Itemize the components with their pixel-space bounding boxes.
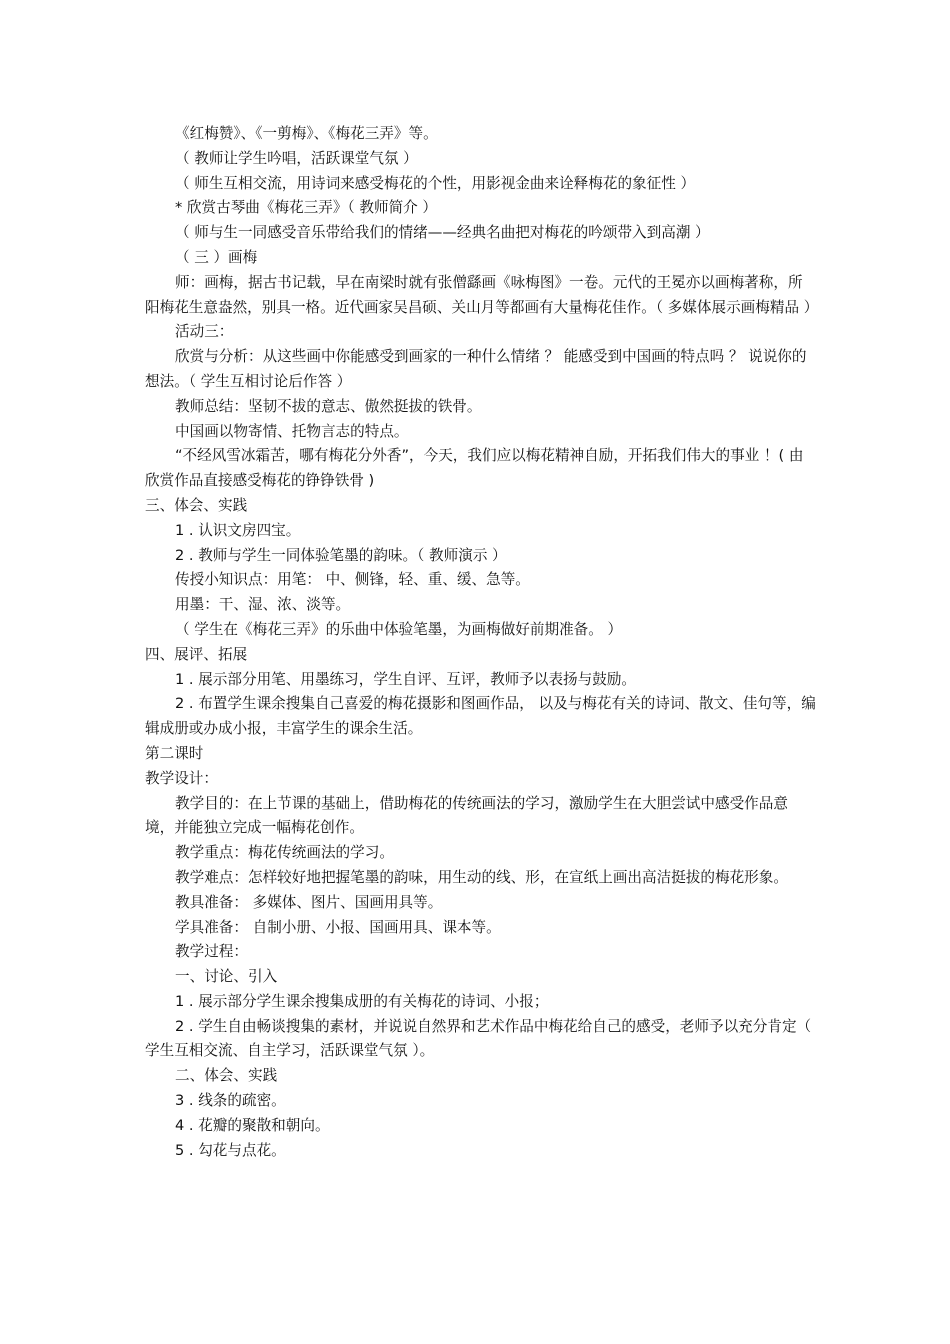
- heading-review: 四、展评、拓展: [145, 645, 248, 663]
- text-line-1: 《红梅赞》、《一剪梅》、《梅花三弄》等。: [175, 125, 438, 142]
- practice-note: （ 学生在《梅花三弄》的乐曲中体验笔墨，为画梅做好前期准备。 ）: [175, 620, 623, 638]
- section-heading-painting: （ 三 ）画梅: [175, 248, 258, 266]
- activity-three-label: 活动三：: [175, 323, 234, 341]
- paragraph-quote: “不经风雪冰霜苦，哪有梅花分外香”，今天，我们应以梅花精神自励，开拓我们伟大的事业 ！( 由欣赏作品直接感受梅花的铮铮铁骨 ): [145, 447, 804, 490]
- process-item-2: 2 . 学生自由畅谈搜集的素材，并说说自然界和艺术作品中梅花给自己的感受，老师予以充分肯定（ 学生互相交流、自主学习，活跃课堂气氛 ）。: [145, 1017, 812, 1060]
- teaching-focus: 教学重点：梅花传统画法的学习。: [175, 844, 394, 862]
- heading-practice: 三、体会、实践: [145, 496, 248, 514]
- teaching-difficulty: 教学难点：怎样较好地把握笔墨的韵味，用生动的线、形，在宣纸上画出高洁挺拔的梅花形象。: [175, 868, 788, 886]
- student-materials: 学具准备： 自制小册、小报、国画用具、课本等。: [175, 918, 501, 936]
- brush-knowledge: 传授小知识点：用笔： 中、侧锋，轻、重、缓、急等。: [175, 571, 530, 589]
- text-line-4: * 欣赏古琴曲《梅花三弄》（ 教师简介 ）: [175, 199, 438, 217]
- teacher-summary: 教师总结：坚韧不拔的意志、傲然挺拔的铁骨。: [175, 397, 482, 415]
- paragraph-appreciation: 欣赏与分析：从这些画中你能感受到画家的一种什么情绪 ？ 能感受到中国画的特点吗 ？ 说说你的想法。（ 学生互相讨论后作答 ）: [145, 348, 807, 390]
- heading-second-lesson: 第二课时: [145, 744, 204, 762]
- ink-knowledge: 用墨：干、湿、浓、淡等。: [175, 596, 351, 614]
- process-item-3: 3 . 线条的疏密。: [175, 1092, 286, 1110]
- text-line-2: （ 教师让学生吟唱，活跃课堂气氛 ）: [175, 149, 418, 167]
- chinese-painting-feature: 中国画以物寄情、托物言志的特点。: [175, 422, 409, 440]
- process-heading-discuss: 一、讨论、引入: [175, 968, 278, 986]
- text-line-5: （ 师与生一同感受音乐带给我们的情绪——经典名曲把对梅花的吟颂带入到高潮 ）: [175, 224, 710, 242]
- teaching-process: 教学过程：: [175, 943, 248, 961]
- process-item-5: 5 . 勾花与点花。: [175, 1141, 286, 1159]
- list-item-1: 1 . 认识文房四宝。: [175, 521, 301, 539]
- teacher-materials: 教具准备： 多媒体、图片、国画用具等。: [175, 893, 443, 911]
- review-item-2: 2 . 布置学生课余搜集自己喜爱的梅花摄影和图画作品， 以及与梅花有关的诗词、散文、佳句等，编辑成册或办成小报，丰富学生的课余生活。: [145, 695, 816, 738]
- process-heading-practice: 二、体会、实践: [175, 1067, 278, 1085]
- review-item-1: 1 . 展示部分用笔、用墨练习，学生自评、互评，教师予以表扬与鼓励。: [175, 670, 637, 688]
- process-item-4: 4 . 花瓣的聚散和朝向。: [175, 1116, 330, 1134]
- list-item-2: 2 . 教师与学生一同体验笔墨的韵味。（ 教师演示 ）: [175, 546, 507, 564]
- document-page: [145, 122, 817, 1163]
- teaching-goal: 教学目的：在上节课的基础上，借助梅花的传统画法的学习，激励学生在大胆尝试中感受作品意境，并能独立完成一幅梅花创作。: [145, 794, 788, 837]
- text-line-3: （ 师生互相交流，用诗词来感受梅花的个性，用影视金曲来诠释梅花的象征性 ）: [175, 174, 696, 192]
- paragraph-painting-history: 师：画梅，据古书记载，早在南梁时就有张僧繇画《咏梅图》一卷。元代的王冕亦以画梅著称，所阳梅花生意盎然，别具一格。近代画家吴昌硕、关山月等都画有大量梅花佳作。（ 多媒体展示画梅精品 ）: [145, 273, 819, 316]
- heading-teaching-design: 教学设计：: [145, 769, 218, 787]
- process-item-1: 1 . 展示部分学生课余搜集成册的有关梅花的诗词、小报；: [175, 992, 549, 1010]
